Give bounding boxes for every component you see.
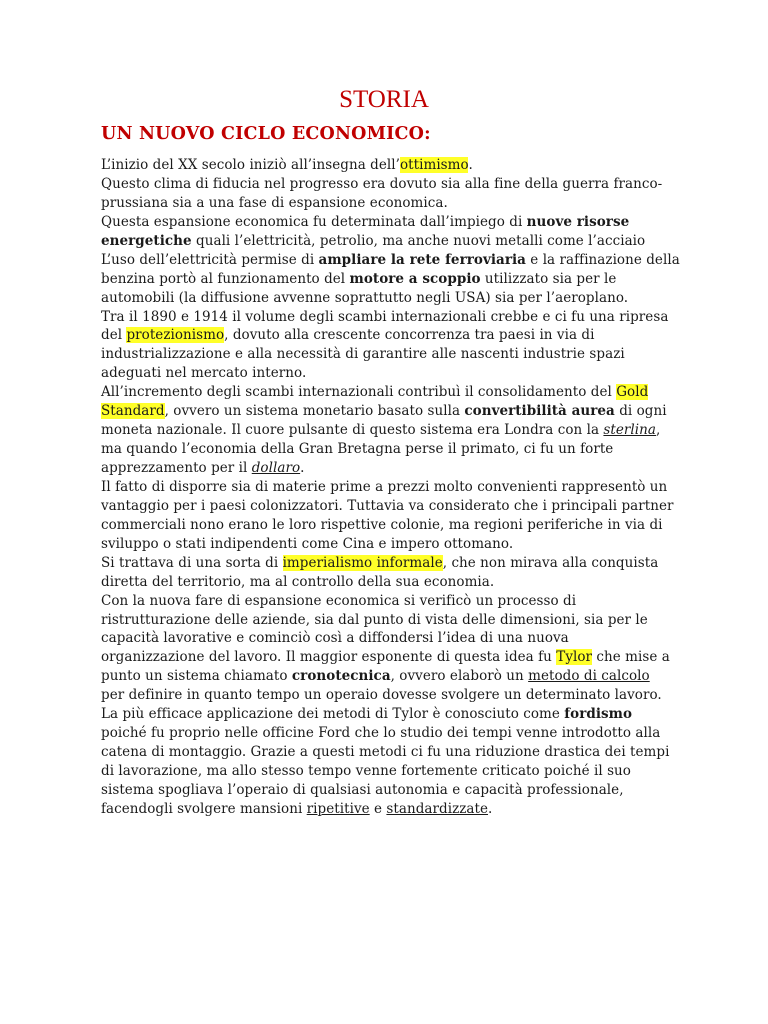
text-line: [101, 402, 701, 421]
text-line: [101, 592, 701, 611]
text-line: [101, 667, 701, 686]
text-line: [101, 440, 701, 459]
text-run: diretta del territorio, ma al controllo della sua economia.: [101, 573, 495, 590]
text-run: punto un sistema chiamato: [101, 668, 292, 685]
text-run: Questo clima di fiducia nel progresso era dovuto sia alla fine della guerra franco-: [101, 175, 663, 192]
text-run: poiché fu proprio nelle officine Ford che lo studio dei tempi venne introdotto alla: [101, 725, 661, 742]
body-text: [101, 156, 701, 819]
text-line: [101, 289, 701, 308]
text-run: , dovuto alla crescente concorrenza tra paesi in via di: [224, 327, 595, 344]
text-run: .: [300, 460, 305, 476]
text-line: [101, 648, 701, 667]
text-line: [101, 478, 701, 497]
bold-text: motore a scoppio: [349, 270, 481, 287]
text-line: [101, 459, 701, 478]
text-line: [101, 232, 701, 251]
text-run: facendogli svolgere mansioni: [101, 800, 307, 817]
text-line: [101, 326, 701, 345]
bold-text: ampliare la rete ferroviaria: [318, 251, 526, 268]
text-run: e la raffinazione della: [525, 251, 680, 268]
text-run: vantaggio per i paesi colonizzatori. Tuttavia va considerato che i principali partner: [101, 497, 674, 514]
text-line: [101, 213, 701, 232]
text-run: Si trattava di una sorta di: [101, 554, 283, 571]
text-run: La più efficace applicazione dei metodi di Tylor è conosciuto come: [101, 706, 565, 723]
text-run: .: [488, 800, 493, 817]
highlighted-text: Standard: [101, 403, 165, 420]
highlighted-text: ottimismo: [399, 157, 469, 173]
text-line: [101, 554, 701, 573]
text-run: capacità lavorative e cominciò così a diffondersi l’idea di una nuova: [101, 630, 569, 647]
text-run: prussiana sia a una fase di espansione economica.: [101, 194, 448, 211]
text-line: [101, 535, 701, 554]
text-run: organizzazione del lavoro. Il maggior esponente di questa idea fu: [101, 649, 557, 666]
highlighted-text: Gold: [616, 384, 649, 401]
text-run: moneta nazionale. Il cuore pulsante di questo sistema era Londra con la: [101, 422, 604, 439]
text-line: [101, 345, 701, 364]
text-line: [101, 364, 701, 383]
text-line: [101, 308, 701, 327]
text-line: [101, 611, 701, 630]
text-run: di ogni: [614, 403, 667, 420]
text-run: del: [101, 327, 127, 344]
text-line: [101, 705, 701, 724]
text-run: automobili (la diffusione avvenne soprattutto negli USA) sia per l’aeroplano.: [101, 289, 629, 306]
text-run: Con la nuova fare di espansione economica si verificò un processo di: [101, 592, 577, 609]
text-line: [101, 421, 701, 440]
text-run: ma quando l’economia della Gran Bretagna perse il primato, ci fu un forte: [101, 441, 614, 458]
text-run: commerciali nono erano le loro rispettive colonie, ma regioni periferiche in via di: [101, 516, 663, 533]
text-line: [101, 800, 701, 819]
text-run: , ovvero elaborò un: [390, 668, 529, 685]
underlined-text: sterlina: [603, 422, 656, 439]
bold-text: energetiche: [101, 232, 192, 249]
text-run: Il fatto di disporre sia di materie prime a prezzi molto convenienti rappresentò un: [101, 478, 668, 495]
bold-text: cronotecnica: [291, 668, 391, 685]
text-line: [101, 629, 701, 648]
text-run: sistema spogliava l’operaio di qualsiasi autonomia e capacità professionale,: [101, 781, 624, 798]
text-run: sviluppo o stati indipendenti come Cina e impero ottomano.: [101, 535, 514, 552]
text-run: Tra il 1890 e 1914 il volume degli scambi internazionali crebbe e ci fu una ripresa: [101, 308, 669, 325]
text-run: e: [369, 800, 387, 817]
text-run: quali l’elettricità, petrolio, ma anche nuovi metalli come l’acciaio: [191, 232, 646, 249]
bold-text: convertibilità aurea: [464, 403, 615, 420]
text-run: per definire in quanto tempo un operaio dovesse svolgere un determinato lavoro.: [101, 687, 662, 704]
text-line: [101, 573, 701, 592]
text-run: che mise a: [592, 649, 670, 666]
text-run: utilizzato sia per le: [480, 270, 617, 287]
bold-text: fordismo: [564, 706, 633, 723]
underlined-text: metodo di calcolo: [528, 668, 650, 685]
text-line: [101, 781, 701, 800]
underlined-text: standardizzate: [386, 800, 489, 817]
text-run: , che non mirava alla conquista: [442, 554, 659, 571]
text-run: Questa espansione economica fu determinata dall’impiego di: [101, 213, 527, 230]
text-run: adeguati nel mercato interno.: [101, 365, 307, 382]
text-run: catena di montaggio. Grazie a questi metodi ci fu una riduzione drastica dei tempi: [101, 744, 670, 761]
text-run: L’inizio del XX secolo iniziò all’insegna dell’: [101, 157, 400, 173]
text-run: All’incremento degli scambi internazionali contribuì il consolidamento del: [101, 384, 617, 401]
text-line: [101, 251, 701, 270]
text-line: [101, 516, 701, 535]
text-run: di lavorazione, ma allo stesso tempo venne fortemente criticato poiché il suo: [101, 763, 631, 779]
text-run: apprezzamento per il: [101, 460, 252, 476]
underlined-text: dollaro: [251, 460, 301, 476]
text-line: [101, 724, 701, 743]
underlined-text: ripetitive: [306, 800, 370, 817]
text-line: [101, 175, 701, 194]
text-line: [101, 270, 701, 289]
text-line: [101, 743, 701, 762]
text-run: ,: [656, 422, 661, 439]
highlighted-text: Tylor: [556, 649, 593, 666]
text-run: industrializzazione e alla necessità di garantire alle nascenti industrie spazi: [101, 346, 625, 363]
highlighted-text: protezionismo: [126, 327, 225, 344]
highlighted-text: imperialismo informale: [282, 554, 443, 571]
text-line: [101, 194, 701, 213]
text-run: .: [468, 157, 473, 173]
page-title: STORIA: [339, 86, 429, 113]
text-run: , ovvero un sistema monetario basato sulla: [164, 403, 465, 420]
text-line: [101, 686, 701, 705]
bold-text: nuove risorse: [526, 213, 630, 230]
text-line: [101, 762, 701, 781]
text-run: benzina portò al funzionamento del: [101, 270, 350, 287]
text-line: [101, 383, 701, 402]
text-run: L’uso dell’elettricità permise di: [101, 251, 319, 268]
text-line: [101, 497, 701, 516]
text-line: [101, 156, 701, 175]
text-run: ristrutturazione delle aziende, sia dal punto di vista delle dimensioni, sia per le: [101, 611, 648, 628]
section-heading: UN NUOVO CICLO ECONOMICO:: [101, 124, 431, 144]
